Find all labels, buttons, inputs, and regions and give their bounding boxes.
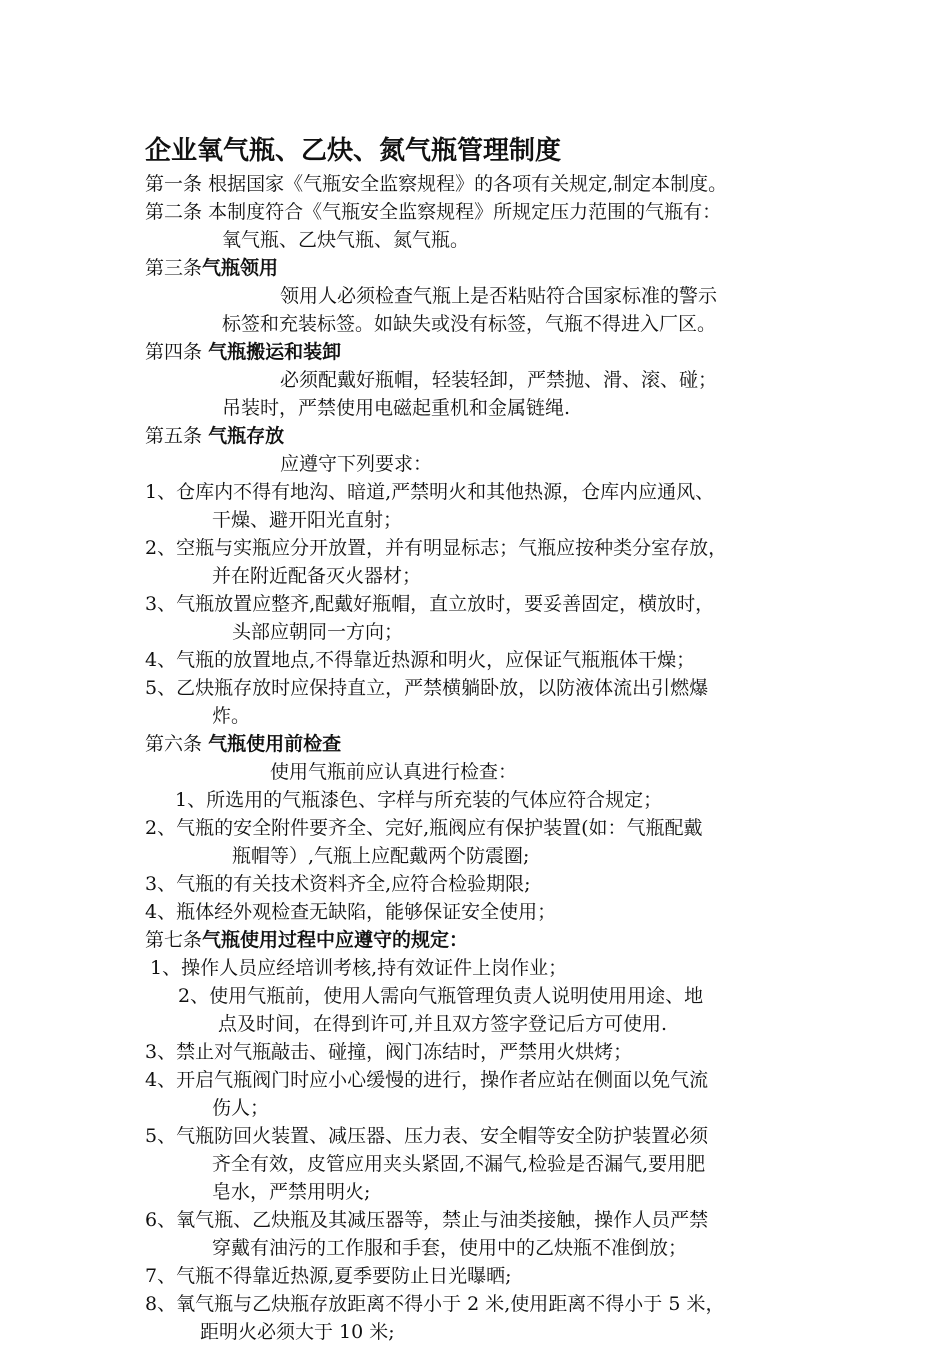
document-title: 企业氧气瓶、乙炔、氮气瓶管理制度 (145, 136, 562, 166)
article-6-header (145, 732, 341, 757)
article-7-label: 第七条 (145, 929, 203, 951)
article-7-item-4-cont: 伤人； (212, 1097, 270, 1119)
article-7-item-6: 6、氧气瓶、乙炔瓶及其减压器等，禁止与油类接触，操作人员严禁 (145, 1209, 709, 1231)
article-5-header (145, 424, 284, 449)
article-6-item-2: 2、气瓶的安全附件要齐全、完好,瓶阀应有保护装置(如：气瓶配戴 (145, 817, 703, 839)
article-6-intro: 使用气瓶前应认真进行检查： (270, 761, 518, 783)
article-2 (145, 200, 721, 225)
article-5-item-5-cont: 炸。 (212, 705, 251, 727)
article-5-item-1: 1、仓库内不得有地沟、暗道,严禁明火和其他热源，仓库内应通风、 (145, 481, 715, 503)
article-4-header (145, 340, 341, 365)
article-7-item-7: 7、气瓶不得靠近热源,夏季要防止日光曝晒; (145, 1265, 512, 1287)
article-3-header (145, 256, 278, 281)
article-3-line-2: 标签和充装标签。如缺失或没有标签，气瓶不得进入厂区。 (222, 313, 717, 335)
article-7-item-2: 2、使用气瓶前，使用人需向气瓶管理负责人说明使用用途、地 (178, 985, 704, 1007)
article-6-item-3: 3、气瓶的有关技术资料齐全,应符合检验期限; (145, 873, 531, 895)
article-5-label: 第五条 (145, 425, 203, 447)
article-1-label: 第一条 (145, 173, 203, 195)
article-6-item-1: 1、所选用的气瓶漆色、字样与所充装的气体应符合规定； (175, 789, 663, 811)
article-5-item-5: 5、乙炔瓶存放时应保持直立，严禁横躺卧放，以防液体流出引燃爆 (145, 677, 709, 699)
article-5-item-4: 4、气瓶的放置地点,不得靠近热源和明火，应保证气瓶瓶体干燥； (145, 649, 696, 671)
article-2-text: 本制度符合《气瓶安全监察规程》所规定压力范围的气瓶有： (208, 201, 722, 223)
article-7-item-5-cont-1: 齐全有效，皮管应用夹头紧固,不漏气,检验是否漏气,要用肥 (212, 1153, 706, 1175)
article-7-item-8-cont: 距明火必须大于 10 米; (200, 1321, 395, 1343)
article-5-item-3: 3、气瓶放置应整齐,配戴好瓶帽，直立放时，要妥善固定，横放时， (145, 593, 715, 615)
article-7-item-6-cont: 穿戴有油污的工作服和手套，使用中的乙炔瓶不准倒放； (212, 1237, 688, 1259)
article-3-line-1: 领用人必须检查气瓶上是否粘贴符合国家标准的警示 (280, 285, 718, 307)
article-5-item-1-cont: 干燥、避开阳光直射； (212, 509, 403, 531)
article-7-item-4: 4、开启气瓶阀门时应小心缓慢的进行，操作者应站在侧面以免气流 (145, 1069, 709, 1091)
article-7-item-5: 5、气瓶防回火装置、减压器、压力表、安全帽等安全防护装置必须 (145, 1125, 709, 1147)
article-5-item-2-cont: 并在附近配备灭火器材； (212, 565, 422, 587)
article-7-heading: 气瓶使用过程中应遵守的规定： (202, 929, 469, 951)
article-1-text: 根据国家《气瓶安全监察规程》的各项有关规定,制定本制度。 (208, 173, 728, 195)
article-5-intro: 应遵守下列要求： (280, 453, 433, 475)
article-3-label: 第三条 (145, 257, 203, 279)
article-7-header (145, 928, 468, 953)
article-6-label: 第六条 (145, 733, 203, 755)
article-5-heading: 气瓶存放 (208, 425, 285, 447)
article-7-item-2-cont: 点及时间，在得到许可,并且双方签字登记后方可使用. (218, 1013, 668, 1035)
article-4-heading: 气瓶搬运和装卸 (208, 341, 342, 363)
article-1 (145, 172, 727, 197)
article-7-item-1: 1、操作人员应经培训考核,持有效证件上岗作业； (150, 957, 568, 979)
article-5-item-2: 2、空瓶与实瓶应分开放置，并有明显标志；气瓶应按种类分室存放， (145, 537, 728, 559)
article-3-heading: 气瓶领用 (202, 257, 279, 279)
article-2-label: 第二条 (145, 201, 203, 223)
article-6-item-2-cont: 瓶帽等）,气瓶上应配戴两个防震圈; (232, 845, 530, 867)
article-6-item-4: 4、瓶体经外观检查无缺陷，能够保证安全使用； (145, 901, 557, 923)
article-7-item-8: 8、氧气瓶与乙炔瓶存放距离不得小于 2 米,使用距离不得小于 5 米， (145, 1293, 725, 1315)
article-4-line-1: 必须配戴好瓶帽，轻装轻卸，严禁抛、滑、滚、碰； (280, 369, 718, 391)
article-7-item-5-cont-2: 皂水，严禁用明火; (212, 1181, 371, 1203)
article-7-item-3: 3、禁止对气瓶敲击、碰撞，阀门冻结时，严禁用火烘烤； (145, 1041, 633, 1063)
article-6-heading: 气瓶使用前检查 (208, 733, 342, 755)
article-5-item-3-cont: 头部应朝同一方向； (232, 621, 404, 643)
article-4-label: 第四条 (145, 341, 203, 363)
article-2-continuation: 氧气瓶、乙炔气瓶、氮气瓶。 (222, 229, 470, 251)
article-4-line-2: 吊装时，严禁使用电磁起重机和金属链绳. (222, 397, 571, 419)
